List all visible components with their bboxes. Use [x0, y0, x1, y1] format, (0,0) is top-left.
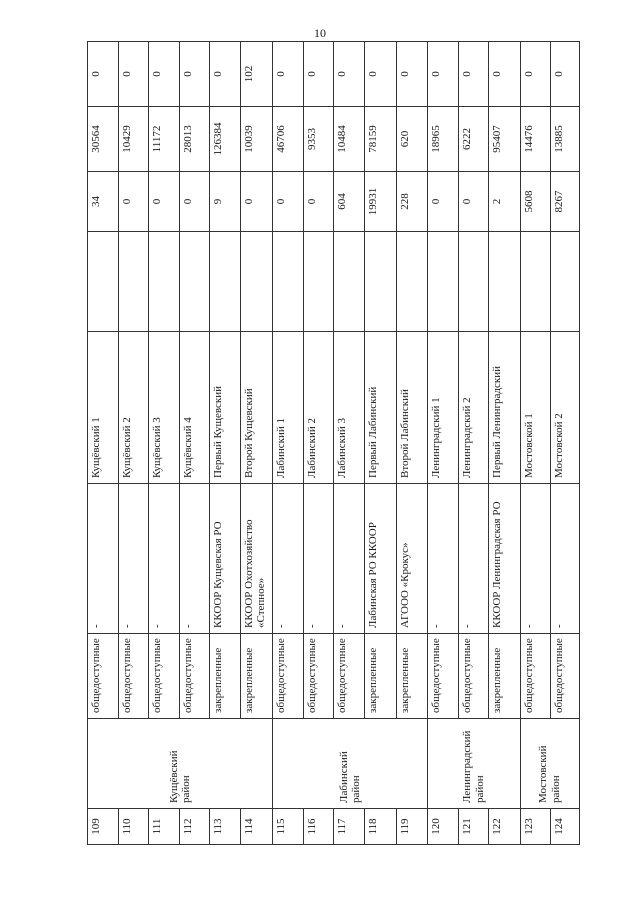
- row-number: 124: [551, 809, 580, 845]
- ground-owner: -: [428, 484, 459, 634]
- row-number: 118: [364, 809, 396, 845]
- ground-name: Первый Ленинградский: [489, 332, 521, 484]
- ground-name: Мостовской 1: [520, 332, 551, 484]
- ground-name: Ленинградский 2: [458, 332, 489, 484]
- value-cell: 10039: [240, 107, 273, 172]
- ground-owner: -: [334, 484, 365, 634]
- value-cell: 604: [334, 172, 365, 232]
- value-cell: 0: [489, 42, 521, 107]
- row-number: 123: [520, 809, 551, 845]
- value-cell: 78159: [364, 107, 396, 172]
- value-cell: 11172: [149, 107, 180, 172]
- ground-name: Второй Лабинский: [396, 332, 428, 484]
- value-cell: 0: [118, 172, 149, 232]
- row-number: 120: [428, 809, 459, 845]
- value-cell: 0: [88, 42, 119, 107]
- empty-cell: [396, 232, 428, 332]
- value-cell: 9353: [303, 107, 334, 172]
- ground-owner: -: [149, 484, 180, 634]
- row-number: 109: [88, 809, 119, 845]
- value-cell: 0: [273, 42, 304, 107]
- row-number: 115: [273, 809, 304, 845]
- ground-name: Кущёвский 2: [118, 332, 149, 484]
- empty-cell: [334, 232, 365, 332]
- empty-cell: [149, 232, 180, 332]
- row-number: 116: [303, 809, 334, 845]
- table-row: [428, 42, 459, 845]
- ground-type: закрепленные: [396, 634, 428, 719]
- value-cell: 6222: [458, 107, 489, 172]
- district-cell: Лабинский район: [273, 719, 428, 809]
- ground-owner: -: [273, 484, 304, 634]
- row-number: 121: [458, 809, 489, 845]
- empty-cell: [551, 232, 580, 332]
- value-cell: 34: [88, 172, 119, 232]
- value-cell: 0: [458, 172, 489, 232]
- ground-type: общедоступные: [551, 634, 580, 719]
- value-cell: 0: [118, 42, 149, 107]
- value-cell: 10429: [118, 107, 149, 172]
- value-cell: 0: [334, 42, 365, 107]
- value-cell: 0: [520, 42, 551, 107]
- ground-name: Первый Лабинский: [364, 332, 396, 484]
- ground-owner: ККООР Охотхозяйство «Степное»: [240, 484, 273, 634]
- page-number: 10: [314, 26, 326, 40]
- ground-owner: -: [88, 484, 119, 634]
- ground-name: Лабинский 1: [273, 332, 304, 484]
- ground-type: закрепленные: [240, 634, 273, 719]
- table-row: [273, 42, 304, 845]
- empty-cell: [273, 232, 304, 332]
- row-number: 114: [240, 809, 273, 845]
- value-cell: 0: [303, 172, 334, 232]
- value-cell: 95407: [489, 107, 521, 172]
- ground-name: Мостовской 2: [551, 332, 580, 484]
- row-number: 122: [489, 809, 521, 845]
- ground-type: закрепленные: [364, 634, 396, 719]
- ground-type: общедоступные: [179, 634, 210, 719]
- value-cell: 14476: [520, 107, 551, 172]
- value-cell: 10484: [334, 107, 365, 172]
- empty-cell: [210, 232, 241, 332]
- value-cell: 8267: [551, 172, 580, 232]
- row-number: 110: [118, 809, 149, 845]
- table-row: [520, 42, 551, 845]
- hunting-grounds-table: [87, 41, 580, 845]
- value-cell: 126384: [210, 107, 241, 172]
- value-cell: 13885: [551, 107, 580, 172]
- value-cell: 0: [240, 172, 273, 232]
- ground-owner: -: [458, 484, 489, 634]
- value-cell: 102: [240, 42, 273, 107]
- ground-name: Второй Кущевский: [240, 332, 273, 484]
- ground-name: Лабинский 3: [334, 332, 365, 484]
- value-cell: 9: [210, 172, 241, 232]
- ground-type: общедоступные: [458, 634, 489, 719]
- row-number: 113: [210, 809, 241, 845]
- district-cell: Ленинградский район: [428, 719, 521, 809]
- ground-name: Первый Кущевский: [210, 332, 241, 484]
- district-cell: Кущёвский район: [88, 719, 273, 809]
- value-cell: 0: [428, 42, 459, 107]
- ground-type: закрепленные: [489, 634, 521, 719]
- empty-cell: [118, 232, 149, 332]
- ground-type: общедоступные: [88, 634, 119, 719]
- value-cell: 18965: [428, 107, 459, 172]
- ground-owner: -: [551, 484, 580, 634]
- empty-cell: [489, 232, 521, 332]
- value-cell: 0: [551, 42, 580, 107]
- row-number: 112: [179, 809, 210, 845]
- ground-owner: ККООР Кущевская РО: [210, 484, 241, 634]
- table-row: [88, 42, 119, 845]
- value-cell: 19931: [364, 172, 396, 232]
- empty-cell: [303, 232, 334, 332]
- row-number: 117: [334, 809, 365, 845]
- value-cell: 28013: [179, 107, 210, 172]
- value-cell: 46706: [273, 107, 304, 172]
- value-cell: 0: [458, 42, 489, 107]
- ground-owner: -: [118, 484, 149, 634]
- ground-type: общедоступные: [303, 634, 334, 719]
- ground-type: общедоступные: [149, 634, 180, 719]
- value-cell: 0: [210, 42, 241, 107]
- ground-type: общедоступные: [273, 634, 304, 719]
- value-cell: 0: [179, 42, 210, 107]
- row-number: 119: [396, 809, 428, 845]
- ground-type: общедоступные: [118, 634, 149, 719]
- value-cell: 0: [303, 42, 334, 107]
- ground-owner: -: [303, 484, 334, 634]
- empty-cell: [458, 232, 489, 332]
- ground-owner: Лабинская РО ККООР: [364, 484, 396, 634]
- rotated-table-container: [87, 42, 580, 845]
- ground-type: общедоступные: [520, 634, 551, 719]
- ground-owner: АГООО «Крокус»: [396, 484, 428, 634]
- value-cell: 0: [149, 172, 180, 232]
- ground-name: Кущёвский 3: [149, 332, 180, 484]
- ground-owner: -: [179, 484, 210, 634]
- ground-name: Ленинградский 1: [428, 332, 459, 484]
- row-number: 111: [149, 809, 180, 845]
- value-cell: 0: [364, 42, 396, 107]
- value-cell: 0: [273, 172, 304, 232]
- value-cell: 0: [396, 42, 428, 107]
- value-cell: 0: [149, 42, 180, 107]
- ground-type: общедоступные: [334, 634, 365, 719]
- value-cell: 5608: [520, 172, 551, 232]
- empty-cell: [240, 232, 273, 332]
- value-cell: 228: [396, 172, 428, 232]
- empty-cell: [88, 232, 119, 332]
- ground-name: Кущёвский 1: [88, 332, 119, 484]
- empty-cell: [520, 232, 551, 332]
- district-cell: Мостовский район: [520, 719, 579, 809]
- ground-owner: ККООР Ленинградская РО: [489, 484, 521, 634]
- ground-type: общедоступные: [428, 634, 459, 719]
- ground-owner: -: [520, 484, 551, 634]
- value-cell: 2: [489, 172, 521, 232]
- value-cell: 0: [428, 172, 459, 232]
- ground-type: закрепленные: [210, 634, 241, 719]
- ground-name: Кущёвский 4: [179, 332, 210, 484]
- value-cell: 30564: [88, 107, 119, 172]
- empty-cell: [364, 232, 396, 332]
- empty-cell: [428, 232, 459, 332]
- ground-name: Лабинский 2: [303, 332, 334, 484]
- empty-cell: [179, 232, 210, 332]
- value-cell: 620: [396, 107, 428, 172]
- value-cell: 0: [179, 172, 210, 232]
